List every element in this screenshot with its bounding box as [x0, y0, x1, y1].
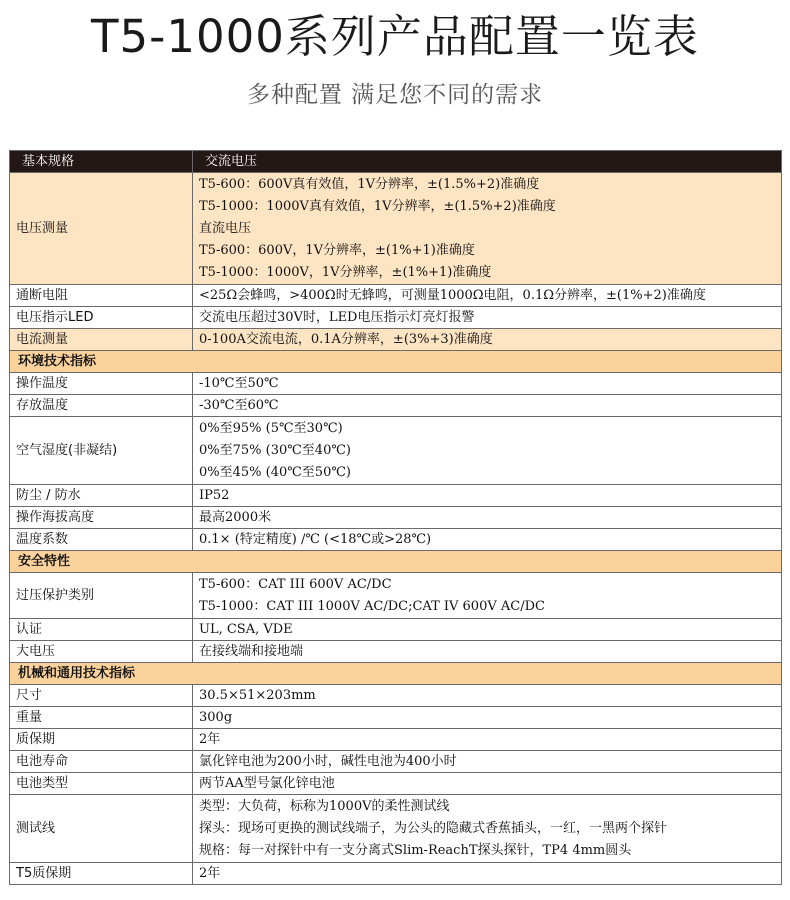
row-value: 30.5×51×203mm — [193, 685, 782, 707]
table-row — [10, 417, 782, 485]
section-title-environment: 环境技术指标 — [10, 351, 782, 373]
row-value: 最高2000米 — [193, 507, 782, 529]
row-label: 温度系数 — [10, 529, 193, 551]
row-label: 过压保护类别 — [10, 573, 193, 619]
table-row — [10, 307, 782, 329]
section-title-mechanical: 机械和通用技术指标 — [10, 663, 782, 685]
value-line: T5-1000：1000V真有效值，1V分辨率，±(1.5%+2)准确度 — [199, 198, 556, 214]
row-value — [193, 795, 782, 863]
value-line: 规格：每一对探针中有一支分离式Slim-ReachT探头探针，TP4 4mm圆头 — [199, 842, 632, 858]
row-value: -10℃至50℃ — [193, 373, 782, 395]
row-value — [193, 573, 782, 619]
value-line: 直流电压 — [199, 220, 252, 236]
table-row — [10, 751, 782, 773]
row-label: 操作海拔高度 — [10, 507, 193, 529]
table-row — [10, 395, 782, 417]
row-label: 电流测量 — [10, 329, 193, 351]
header-col-ac-voltage: 交流电压 — [193, 151, 782, 173]
table-row — [10, 485, 782, 507]
value-line: 0%至95% (5℃至30℃) — [199, 420, 343, 436]
value-line: T5-600：600V真有效值，1V分辨率，±(1.5%+2)准确度 — [199, 176, 540, 192]
row-value: 氯化锌电池为200小时，碱性电池为400小时 — [193, 751, 782, 773]
row-label: T5质保期 — [10, 863, 193, 885]
table-row — [10, 507, 782, 529]
table-row — [10, 729, 782, 751]
page-title: T5-1000系列产品配置一览表 — [91, 10, 699, 63]
row-value: 在接线端和接地端 — [193, 641, 782, 663]
row-label: 电池寿命 — [10, 751, 193, 773]
row-label: 通断电阻 — [10, 285, 193, 307]
row-label: 大电压 — [10, 641, 193, 663]
table-row — [10, 619, 782, 641]
row-value: 交流电压超过30V时，LED电压指示灯亮灯报警 — [193, 307, 782, 329]
row-value: 300g — [193, 707, 782, 729]
table-row — [10, 373, 782, 395]
row-label: 防尘 / 防水 — [10, 485, 193, 507]
table-row — [10, 863, 782, 885]
spec-table — [9, 150, 782, 885]
row-label: 电池类型 — [10, 773, 193, 795]
value-line: T5-1000：CAT III 1000V AC/DC;CAT IV 600V AC/DC — [199, 598, 545, 614]
table-row — [10, 329, 782, 351]
row-value: UL, CSA, VDE — [193, 619, 782, 641]
value-line: T5-600：CAT III 600V AC/DC — [199, 576, 392, 592]
table-row — [10, 285, 782, 307]
table-row — [10, 773, 782, 795]
row-value: 2年 — [193, 729, 782, 751]
section-header-row — [10, 551, 782, 573]
row-label: 存放温度 — [10, 395, 193, 417]
value-line: 探头：现场可更换的测试线端子，为公头的隐藏式香蕉插头，一红，一黑两个探针 — [199, 820, 668, 836]
row-label: 电压指示LED — [10, 307, 193, 329]
value-line: 0%至45% (40℃至50℃) — [199, 464, 351, 480]
row-value: <25Ω会蜂鸣，>400Ω时无蜂鸣，可测量1000Ω电阻，0.1Ω分辨率，±(1%+2)准确度 — [193, 285, 782, 307]
section-header-row — [10, 351, 782, 373]
section-header-row — [10, 663, 782, 685]
row-label: 电压测量 — [10, 173, 193, 285]
table-header-row — [10, 151, 782, 173]
table-row — [10, 573, 782, 619]
value-line: T5-1000：1000V，1V分辨率，±(1%+1)准确度 — [199, 264, 492, 280]
value-line: 0%至75% (30℃至40℃) — [199, 442, 351, 458]
row-label: 认证 — [10, 619, 193, 641]
table-row — [10, 795, 782, 863]
table-row — [10, 707, 782, 729]
table-row — [10, 685, 782, 707]
row-value: 0.1× (特定精度) /℃ (<18℃或>28℃) — [193, 529, 782, 551]
row-label: 测试线 — [10, 795, 193, 863]
table-row — [10, 641, 782, 663]
table-row — [10, 173, 782, 285]
section-title-safety: 安全特性 — [10, 551, 782, 573]
row-value — [193, 173, 782, 285]
row-value: IP52 — [193, 485, 782, 507]
row-value: -30℃至60℃ — [193, 395, 782, 417]
value-line: 类型：大负荷，标称为1000V的柔性测试线 — [199, 798, 450, 814]
row-value: 2年 — [193, 863, 782, 885]
row-label: 尺寸 — [10, 685, 193, 707]
table-row — [10, 529, 782, 551]
header-col-spec: 基本规格 — [10, 151, 193, 173]
row-value: 0-100A交流电流，0.1A分辨率，±(3%+3)准确度 — [193, 329, 782, 351]
row-label: 质保期 — [10, 729, 193, 751]
row-label: 重量 — [10, 707, 193, 729]
row-value — [193, 417, 782, 485]
page-subtitle: 多种配置 满足您不同的需求 — [246, 82, 544, 108]
value-line: T5-600：600V，1V分辨率，±(1%+1)准确度 — [199, 242, 475, 258]
row-label: 空气湿度(非凝结) — [10, 417, 193, 485]
row-label: 操作温度 — [10, 373, 193, 395]
row-value: 两节AA型号氯化锌电池 — [193, 773, 782, 795]
